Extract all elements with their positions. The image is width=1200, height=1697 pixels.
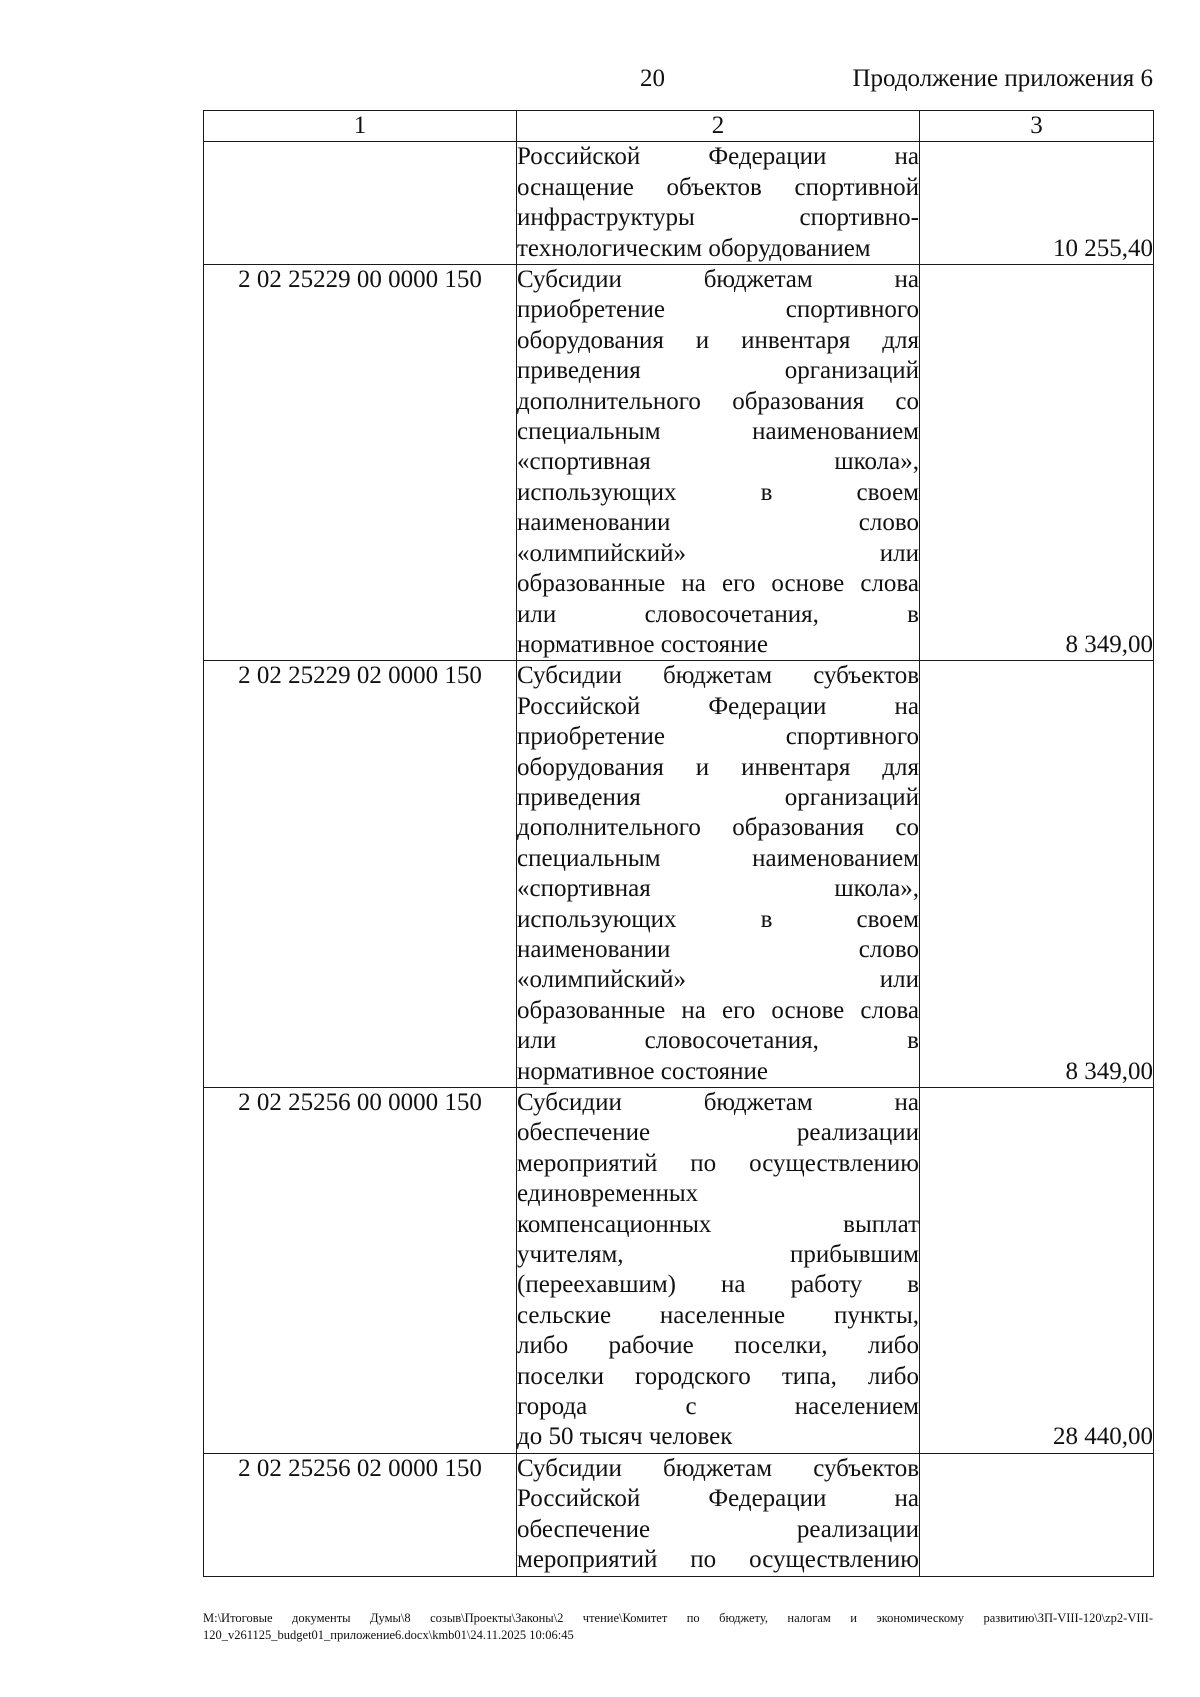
column-header-2: 2 bbox=[517, 111, 920, 142]
description-cell bbox=[517, 265, 920, 661]
description-line: либо рабочие поселки, либо bbox=[517, 1332, 919, 1360]
description-cell bbox=[517, 1453, 920, 1576]
budget-code-cell: 2 02 25256 02 0000 150 bbox=[204, 1453, 517, 1576]
description-line: «спортивная школа», bbox=[517, 875, 919, 903]
description-cell bbox=[517, 661, 920, 1088]
description-line: поселки городского типа, либо bbox=[517, 1362, 919, 1390]
description-line: дополнительного образования со bbox=[517, 387, 919, 415]
amount-cell: 28 440,00 bbox=[920, 1088, 1154, 1454]
description-line: единовременных bbox=[517, 1180, 699, 1208]
description-line: инфраструктуры спортивно- bbox=[517, 204, 919, 232]
page-number: 20 bbox=[640, 65, 665, 92]
budget-code-cell: 2 02 25229 02 0000 150 bbox=[204, 661, 517, 1088]
table-header-row bbox=[204, 111, 1154, 142]
description-line: Российской Федерации на bbox=[517, 1485, 919, 1513]
amount-cell bbox=[920, 1453, 1154, 1576]
description-line: приобретение спортивного bbox=[517, 723, 919, 751]
appendix-continuation-title: Продолжение приложения 6 bbox=[852, 65, 1153, 92]
description-line: обеспечение реализации bbox=[517, 1119, 919, 1147]
budget-table bbox=[203, 110, 1154, 1577]
description-cell bbox=[517, 142, 920, 265]
budget-code-cell: 2 02 25256 00 0000 150 bbox=[204, 1088, 517, 1454]
description-line: нормативное состояние bbox=[517, 630, 769, 658]
description-line: Субсидии бюджетам на bbox=[517, 266, 919, 294]
amount-cell: 8 349,00 bbox=[920, 661, 1154, 1088]
column-header-3: 3 bbox=[920, 111, 1154, 142]
description-line: обеспечение реализации bbox=[517, 1515, 919, 1543]
document-file-path: M:\Итоговые документы Думы\8 созыв\Проекты\Законы\2 чтение\Комитет по бюджету, налогам и экономическому развитию\ЗП-VIII-120\zp2-VIII-120_v261125_budget01_приложение6.docx\kmb01\24.11.2025 10:06:45 bbox=[203, 1611, 1153, 1642]
description-line: «олимпийский» или bbox=[517, 539, 919, 567]
description-line: дополнительного образования со bbox=[517, 814, 919, 842]
description-line: оборудования и инвентаря для bbox=[517, 753, 919, 781]
description-line: приведения организаций bbox=[517, 357, 919, 385]
table-row bbox=[204, 265, 1154, 661]
description-line: образованные на его основе слова bbox=[517, 570, 919, 598]
description-line: наименовании слово bbox=[517, 935, 919, 963]
description-line: Субсидии бюджетам субъектов bbox=[517, 662, 919, 690]
description-line: мероприятий по осуществлению bbox=[517, 1149, 919, 1177]
description-line: приведения организаций bbox=[517, 783, 919, 811]
description-line: «олимпийский» или bbox=[517, 966, 919, 994]
description-line: города с населением bbox=[517, 1393, 919, 1421]
description-line: Российской Федерации на bbox=[517, 692, 919, 720]
description-line: специальным наименованием bbox=[517, 844, 919, 872]
description-line: использующих в своем bbox=[517, 478, 919, 506]
column-header-1: 1 bbox=[204, 111, 517, 142]
description-line: образованные на его основе слова bbox=[517, 996, 919, 1024]
description-line: оборудования и инвентаря для bbox=[517, 326, 919, 354]
table-row bbox=[204, 1453, 1154, 1576]
description-line: или словосочетания, в bbox=[517, 600, 919, 628]
description-line: сельские населенные пункты, bbox=[517, 1301, 919, 1329]
description-line: использующих в своем bbox=[517, 905, 919, 933]
table-row bbox=[204, 661, 1154, 1088]
description-line: (переехавшим) на работу в bbox=[517, 1271, 919, 1299]
description-line: технологическим оборудованием bbox=[517, 234, 871, 262]
amount-cell: 10 255,40 bbox=[920, 142, 1154, 265]
amount-cell: 8 349,00 bbox=[920, 265, 1154, 661]
description-line: или словосочетания, в bbox=[517, 1027, 919, 1055]
description-line: Субсидии бюджетам субъектов bbox=[517, 1454, 919, 1482]
description-line: оснащение объектов спортивной bbox=[517, 173, 919, 201]
description-line: специальным наименованием bbox=[517, 418, 919, 446]
description-line: приобретение спортивного bbox=[517, 296, 919, 324]
table-row bbox=[204, 1088, 1154, 1454]
description-cell bbox=[517, 1088, 920, 1454]
description-line: мероприятий по осуществлению bbox=[517, 1546, 919, 1574]
description-line: компенсационных выплат bbox=[517, 1210, 919, 1238]
description-line: Субсидии бюджетам на bbox=[517, 1089, 919, 1116]
description-line: до 50 тысяч человек bbox=[517, 1423, 733, 1451]
budget-code-cell bbox=[204, 142, 517, 265]
table-body bbox=[204, 142, 1154, 1576]
budget-code-cell: 2 02 25229 00 0000 150 bbox=[204, 265, 517, 661]
description-line: наименовании слово bbox=[517, 509, 919, 537]
table-row bbox=[204, 142, 1154, 265]
description-line: нормативное состояние bbox=[517, 1057, 769, 1085]
description-line: «спортивная школа», bbox=[517, 448, 919, 476]
description-line: Российской Федерации на bbox=[517, 143, 919, 171]
description-line: учителям, прибывшим bbox=[517, 1241, 919, 1269]
